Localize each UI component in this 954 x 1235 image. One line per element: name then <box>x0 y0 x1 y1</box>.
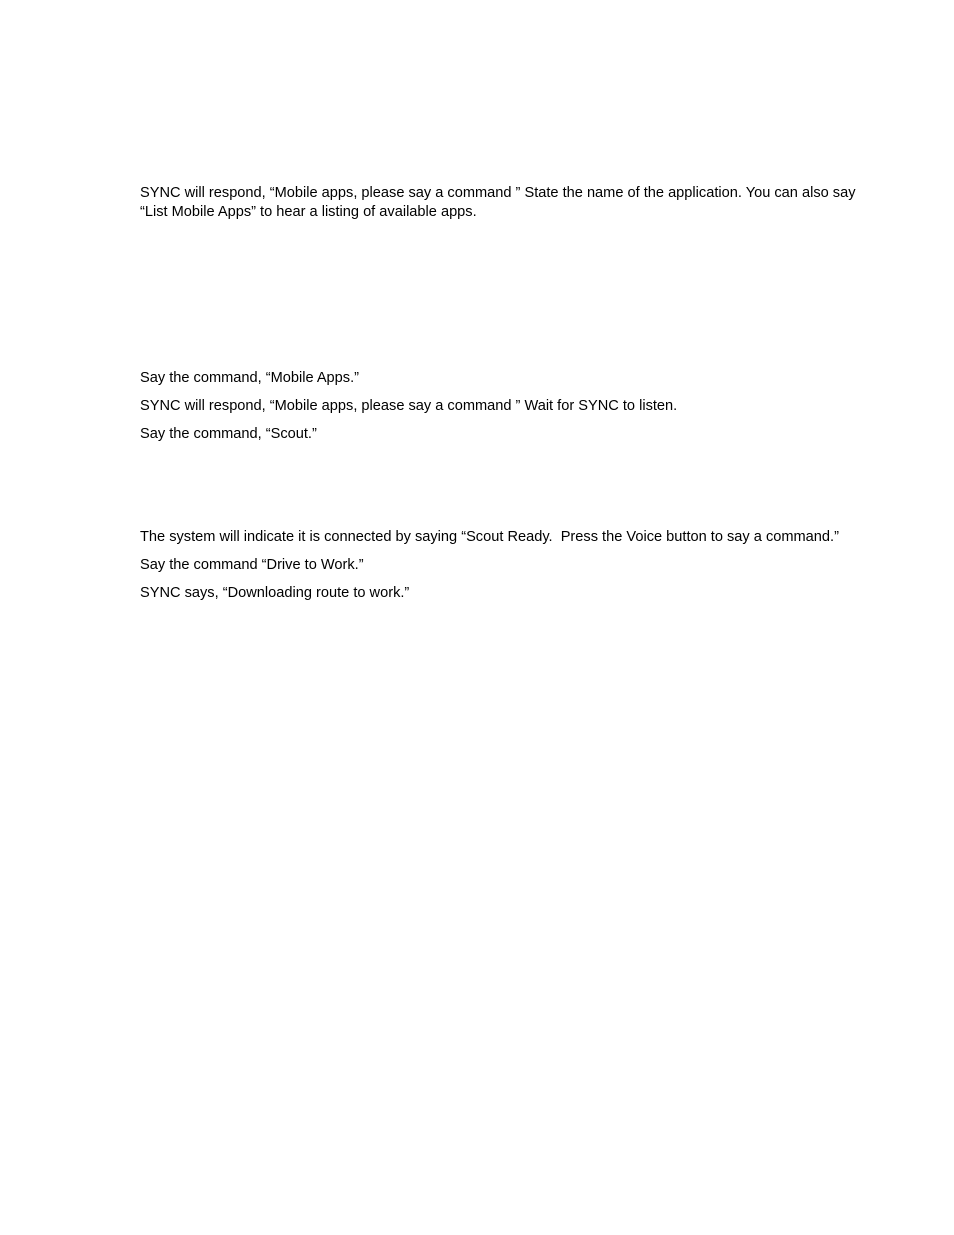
intro-paragraph: SYNC will respond, “Mobile apps, please say a command ” State the name of the application. You can also say “List Mobile Apps” to hear a listing of available apps. <box>140 185 856 220</box>
step-line: The system will indicate it is connected by saying “Scout Ready. Press the Voice button to say a command.” <box>140 529 839 545</box>
step-line: SYNC will respond, “Mobile apps, please say a command ” Wait for SYNC to listen. <box>140 398 678 414</box>
step-line: SYNC says, “Downloading route to work.” <box>140 585 410 601</box>
step-line: Say the command, “Scout.” <box>140 426 317 442</box>
step-line: Say the command, “Mobile Apps.” <box>140 370 360 386</box>
step-line: Say the command “Drive to Work.” <box>140 557 364 573</box>
